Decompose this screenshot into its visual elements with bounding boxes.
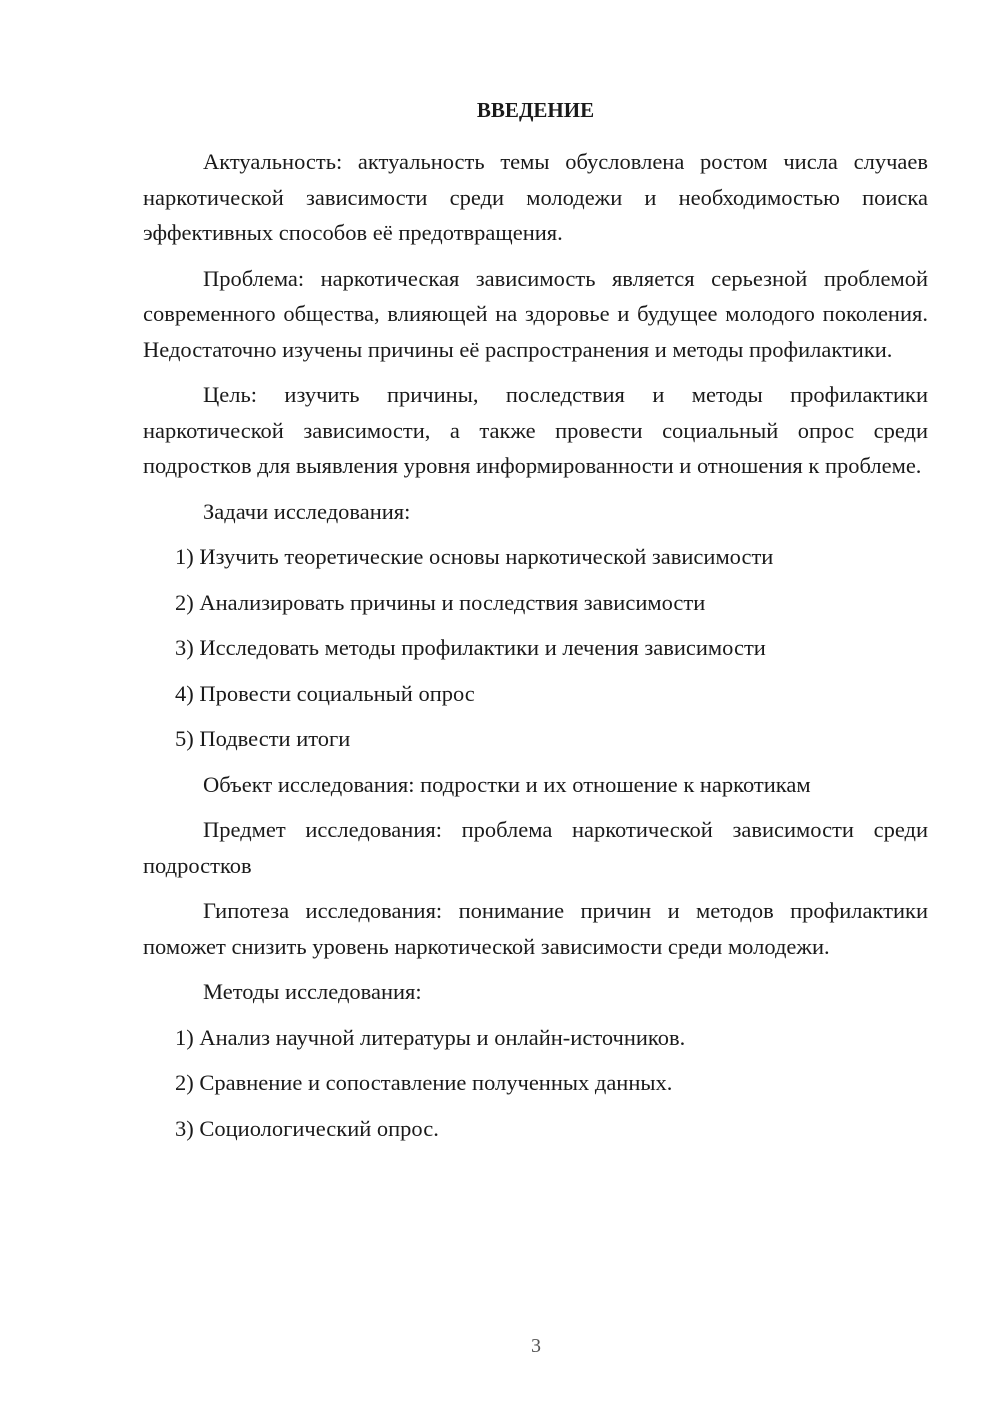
problem-paragraph: Проблема: наркотическая зависимость является серьезной проблемой современного общества, влияющей на здоровье и будущее молодого поколения. Недостаточно изучены причины её распространения и методы профилактики. <box>143 265 928 362</box>
task-item: 3) Исследовать методы профилактики и лечения зависимости <box>175 635 766 660</box>
task-item: 2) Анализировать причины и последствия зависимости <box>175 589 706 615</box>
relevance-paragraph: Актуальность: актуальность темы обусловлена ростом числа случаев наркотической зависимости среди молодежи и необходимостью поиска эффективных способов её предотвращения. <box>143 149 928 245</box>
method-item: 2) Сравнение и сопоставление полученных данных. <box>175 1070 673 1095</box>
page-number: 3 <box>531 1335 541 1357</box>
goal-paragraph: Цель: изучить причины, последствия и методы профилактики наркотической зависимости, а также провести социальный опрос среди подростков для выявления уровня информированности и отношения к проблеме. <box>143 382 928 478</box>
task-item: 5) Подвести итоги <box>175 726 351 751</box>
subject-paragraph: Предмет исследования: проблема наркотической зависимости среди подростков <box>143 817 928 878</box>
method-item: 1) Анализ научной литературы и онлайн-источников. <box>175 1024 686 1050</box>
section-heading: ВВЕДЕНИЕ <box>476 98 595 122</box>
task-item: 1) Изучить теоретические основы наркотической зависимости <box>175 544 774 569</box>
tasks-list <box>143 539 928 757</box>
object-line: Объект исследования: подростки и их отношение к наркотикам <box>203 771 811 797</box>
tasks-title: Задачи исследования: <box>203 498 411 524</box>
task-item: 4) Провести социальный опрос <box>175 680 475 706</box>
method-item: 3) Социологический опрос. <box>175 1115 439 1141</box>
document-page <box>143 92 928 1156</box>
methods-list <box>143 1020 928 1147</box>
hypothesis-paragraph: Гипотеза исследования: понимание причин и методов профилактики поможет снизить уровень наркотической зависимости среди молодежи. <box>143 898 928 959</box>
methods-title: Методы исследования: <box>203 979 422 1004</box>
